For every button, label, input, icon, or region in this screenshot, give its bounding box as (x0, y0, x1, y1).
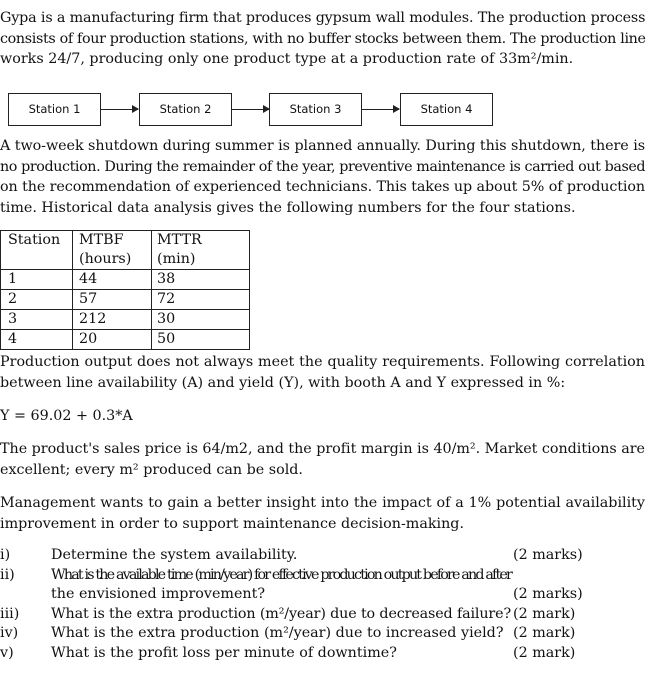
question-5: v) What is the profit loss per minute of downtime? (2 mark) (0, 645, 576, 661)
question-3: iii) What is the extra production (m²/year) due to decreased failure? (2 mark) (0, 606, 576, 622)
question-2-continued: the envisioned improvement? (2 marks) (51, 586, 583, 602)
station-1-box: Station 1 (8, 93, 101, 126)
table-row (1, 330, 250, 350)
management-line-2: improvement in order to support maintenance decision-making. (0, 515, 464, 532)
quality-line-1: Production output does not always meet the quality requirements. Following correlation (0, 354, 645, 370)
station-2-box: Station 2 (139, 93, 232, 126)
quality-paragraph (0, 352, 645, 393)
management-paragraph (0, 493, 645, 534)
cell-mttr: 50 (152, 330, 250, 350)
cell-mtbf: 20 (73, 330, 152, 350)
yield-formula: Y = 69.02 + 0.3*A (0, 408, 133, 424)
station-4-box: Station 4 (400, 93, 493, 126)
cell-mttr: 30 (152, 310, 250, 330)
intro-line-3: works 24/7, producing only one product type at a production rate of 33m²/min. (0, 51, 574, 67)
intro-line-2: consists of four production stations, with no buffer stocks between them. The production line (0, 30, 646, 47)
shutdown-line-3: on the recommendation of experienced technicians. This takes up about 5% of production (0, 179, 646, 195)
intro-paragraph (0, 8, 645, 70)
sales-line-1: The product's sales price is 64/m2, and the profit margin is 40/m². Market conditions are (0, 441, 645, 457)
cell-station: 1 (1, 270, 73, 290)
cell-station: 4 (1, 330, 73, 350)
header-mtbf: MTBF (hours) (73, 231, 152, 270)
cell-mtbf: 212 (73, 310, 152, 330)
cell-mtbf: 57 (73, 290, 152, 310)
shutdown-line-4: time. Historical data analysis gives the following numbers for the four stations. (0, 199, 576, 216)
question-2: ii) What is the available time (min/year) for effective production output before and after (0, 567, 511, 583)
cell-mttr: 72 (152, 290, 250, 310)
cell-mtbf: 44 (73, 270, 152, 290)
arrow-icon (232, 109, 269, 110)
shutdown-paragraph (0, 136, 645, 218)
question-1: i) Determine the system availability. (2 marks) (0, 547, 583, 563)
table-row (1, 270, 250, 290)
header-mttr: MTTR (min) (152, 231, 250, 270)
sales-line-2: excellent; every m² produced can be sold. (0, 461, 303, 478)
arrow-icon (101, 109, 138, 110)
arrow-icon (362, 109, 399, 110)
quality-line-2: between line availability (A) and yield (Y), with booth A and Y expressed in %: (0, 374, 566, 391)
management-line-1: Management wants to gain a better insight into the impact of a 1% potential availability (0, 495, 645, 511)
shutdown-line-2: no production. During the remainder of the year, preventive maintenance is carried out based (0, 158, 646, 175)
cell-station: 3 (1, 310, 73, 330)
station-3-box: Station 3 (269, 93, 362, 126)
cell-mttr: 38 (152, 270, 250, 290)
sales-paragraph (0, 439, 645, 480)
table-row (1, 290, 250, 310)
intro-line-1: Gypa is a manufacturing firm that produces gypsum wall modules. The production process (0, 10, 646, 26)
table-row (1, 310, 250, 330)
station-reliability-table (0, 230, 250, 350)
question-4: iv) What is the extra production (m²/year) due to increased yield? (2 mark) (0, 625, 576, 641)
header-station: Station (1, 231, 73, 270)
table-header-row (1, 231, 250, 270)
shutdown-line-1: A two-week shutdown during summer is planned annually. During this shutdown, there is (0, 138, 645, 154)
cell-station: 2 (1, 290, 73, 310)
